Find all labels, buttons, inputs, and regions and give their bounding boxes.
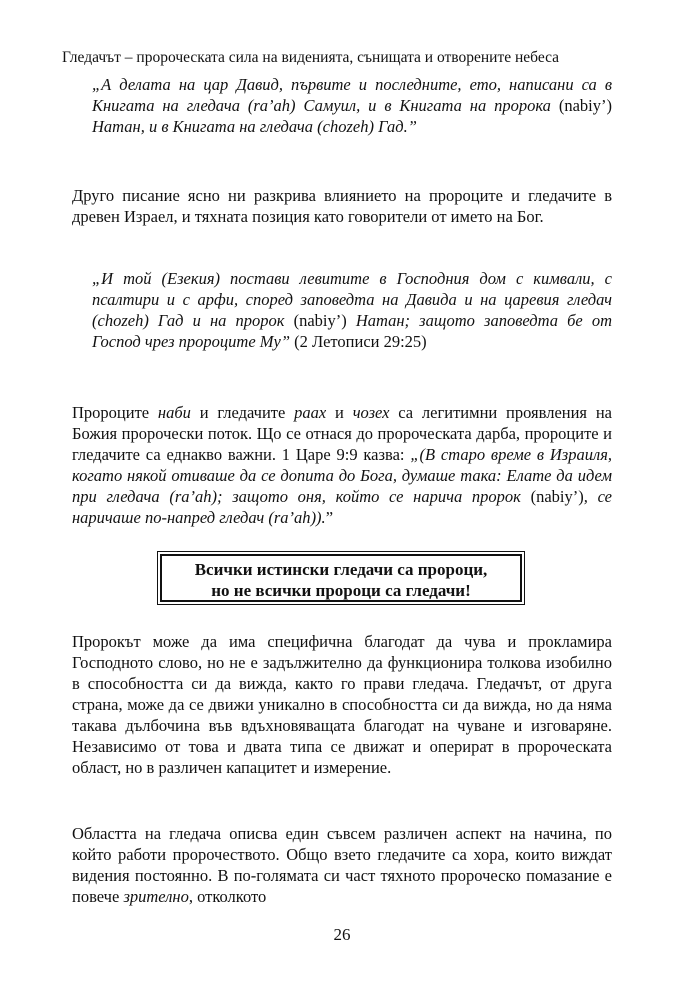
quote-term: (nabiy’)	[293, 311, 347, 330]
scripture-quote-2	[92, 268, 612, 352]
quote-term: (nabiy’)	[558, 96, 613, 115]
term: наби	[157, 403, 191, 422]
scripture-quote-1	[92, 74, 612, 137]
inline-quote: ); защото оня, който се нарича пророк	[211, 487, 531, 506]
inline-quote: , се наричаше по-напред гледач (	[72, 487, 612, 527]
quote-term: chozeh	[322, 117, 369, 136]
term: ra’ah	[273, 508, 311, 527]
paragraph-2: Друго писание ясно ни разкрива влиянието на пророците и гледачите в древен Израел, и тяхната позиция като говорители от името на Бог.	[72, 186, 612, 226]
quote-term: ra’ah	[253, 96, 291, 115]
term: чозех	[352, 403, 390, 422]
term: (nabiy’)	[530, 487, 584, 506]
callout-box	[160, 554, 522, 602]
running-header: Гледачът – пророческата сила на виденията, сънищата и отворените небеса	[62, 49, 560, 66]
paragraph-4: Пророкът може да има специфична благодат да чува и прокламира Господното слово, но не е задължително да функционира толкова изобилно в способността си да вижда, както го прави гледача. Гледачът, от друга страна, може да се движи уникално в способността си да вижда, но да няма такава дълбочина във вдъхновяващата благодат на чуване и изговаряне. Независимо от това и двата типа се движат и оперират в пророческата област, но в различен капацитет и измерение.	[72, 632, 612, 777]
quote-text: Натан; защото заповедта бе от Господ чрез пророците Му”	[92, 311, 612, 351]
text-run: Областта на гледача описва един съвсем различен аспект на начина, по който работи пророчеството. Общо взето гледачите са хора, които виждат видения постоянно. В по-голямата си част тяхното пророческо помазание е повече	[72, 824, 612, 906]
quote-text: ) Гад.”	[368, 117, 417, 136]
quote-reference: (2 Летописи 29:25)	[290, 332, 427, 351]
inline-quote: „(В старо време в Израиля, когато някой отиваше да се допита до Бога, думаше така: Елате да идем при гледача (	[72, 445, 612, 506]
quote-text: Натан, и в Книгата на гледача (	[92, 117, 323, 136]
text-run: , отколкото	[188, 887, 267, 906]
quote-text: ) Самуил, и в Книгата на пророка	[290, 96, 559, 115]
text-run: ”	[325, 508, 334, 527]
text-run: са легитимни проявления на Божия пророчески поток. Що се отнася до пророческата дарба, пророците и гледачите са еднакво важни. 1 Царе 9:9 казва:	[72, 403, 612, 464]
term: ra’ah	[174, 487, 212, 506]
text-run: и гледачите	[190, 403, 295, 422]
callout-line-2: но не всички пророци са гледачи!	[211, 581, 471, 600]
text-run: Пророците	[72, 403, 158, 422]
quote-text: „И той (Езекия) постави левитите в Господния дом с кимвали, с псалтири и с арфи, според заповедта на Давида и на царевия гледач (	[92, 269, 612, 330]
quote-text: „А делата на цар Давид, първите и последните, ето, написани са в Книгата на гледача (	[92, 75, 612, 115]
quote-term: chozeh	[97, 311, 144, 330]
inline-quote: )).	[310, 508, 326, 527]
quote-text: ) Гад и на пророк	[143, 311, 294, 330]
page-number: 26	[333, 925, 351, 944]
term: зрително	[123, 887, 189, 906]
term: раах	[294, 403, 327, 422]
paragraph-5	[72, 823, 612, 907]
paragraph-3	[72, 402, 612, 528]
text-run: и	[326, 403, 353, 422]
callout-line-1: Всички истински гледачи са пророци,	[194, 560, 488, 579]
